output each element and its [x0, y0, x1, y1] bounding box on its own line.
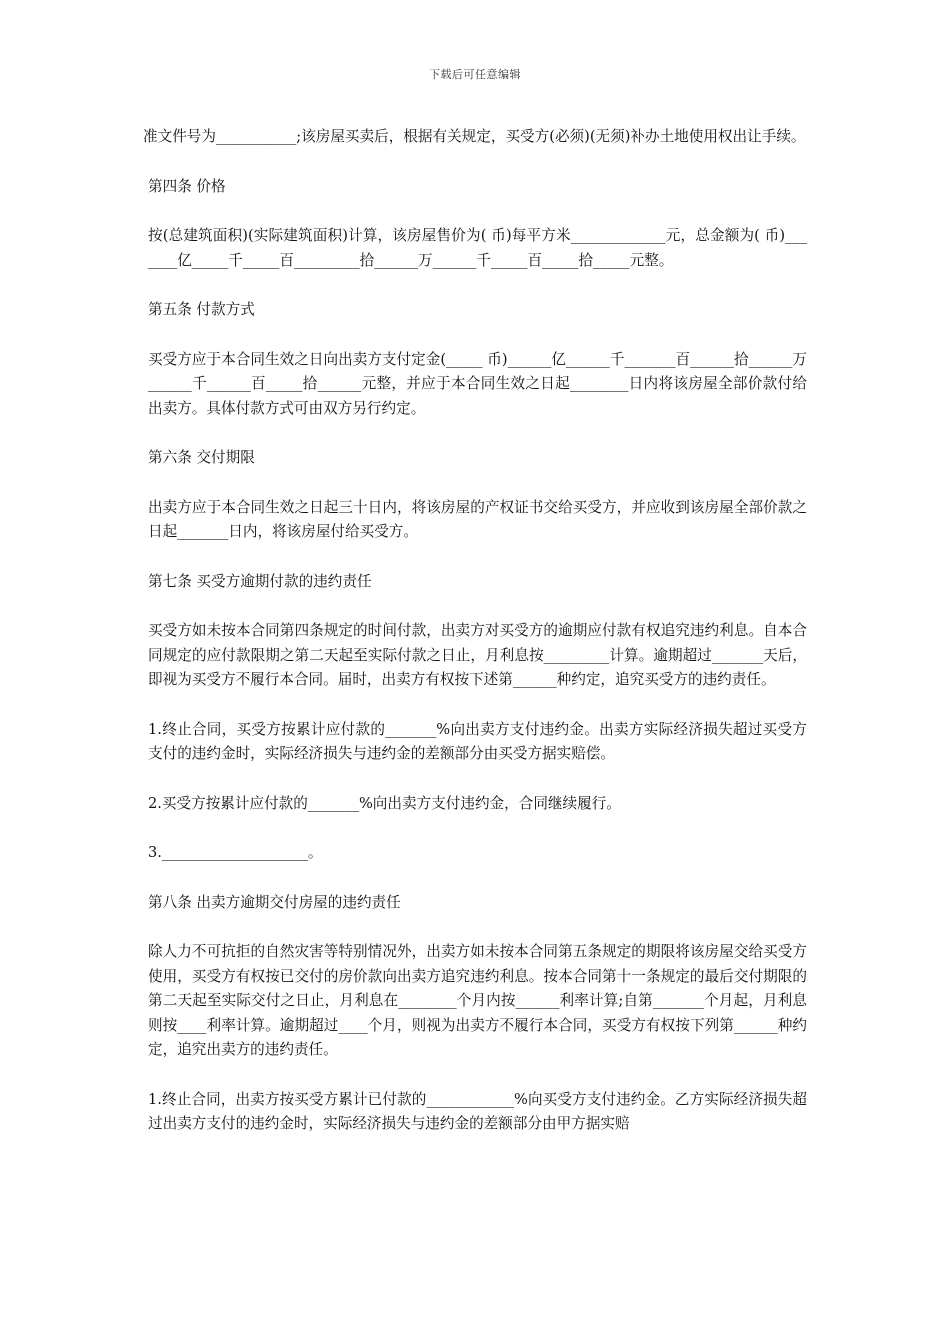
heading-article-6: 第六条 交付期限: [148, 449, 255, 466]
heading-article-4: 第四条 价格: [148, 177, 226, 195]
paragraph-buyer-option-2: 2.买受方按累计应付款的_______%向出卖方支付违约金，合同继续履行。: [148, 794, 621, 812]
header-note: 下载后可任意编辑: [429, 68, 521, 81]
paragraph-payment: 买受方应于本合同生效之日向出卖方支付定金(_____ 币)______亿______千_______百______拾______万______千______百_____拾______元整，并应于本合同生效之日起________日内将该房屋全部价款付给出卖方。具体付款方式可由双方另行约定。: [148, 350, 807, 417]
paragraph-delivery: 出卖方应于本合同生效之日起三十日内，将该房屋的产权证书交给买受方，并应收到该房屋全部价款之日起_______日内，将该房屋付给买受方。: [148, 498, 807, 540]
paragraph-buyer-option-3: 3.____________________。: [148, 844, 323, 861]
paragraph-price: 按(总建筑面积)(实际建筑面积)计算，该房屋售价为( 币)每平方米_____________元，总金额为( 币)_______亿_____千_____百_________拾______万______千_____百_____拾_____元整。: [148, 227, 807, 269]
heading-article-7: 第七条 买受方逾期付款的违约责任: [148, 572, 372, 590]
paragraph-buyer-option-1: 1.终止合同，买受方按累计应付款的_______%向出卖方支付违约金。出卖方实际经济损失超过买受方支付的违约金时，实际经济损失与违约金的差额部分由买受方据实赔偿。: [148, 720, 807, 762]
document-body: [143, 125, 807, 1162]
heading-article-8: 第八条 出卖方逾期交付房屋的违约责任: [148, 893, 401, 911]
paragraph-seller-late-delivery: 除人力不可抗拒的自然灾害等特别情况外，出卖方如未按本合同第五条规定的期限将该房屋交给买受方使用，买受方有权按已交付的房价款向出卖方追究违约利息。按本合同第十一条规定的最后交付期限的第二天起至实际交付之日止，月利息在________个月内按______利率计算;自第_______个月起，月利息则按____利率计算。逾期超过____个月，则视为出卖方不履行本合同，买受方有权按下列第______种约定，追究出卖方的违约责任。: [148, 943, 807, 1058]
paragraph-land-use: 准文件号为___________;该房屋买卖后，根据有关规定，买受方(必须)(无须)补办土地使用权出让手续。: [143, 128, 806, 145]
paragraph-buyer-late-payment: 买受方如未按本合同第四条规定的时间付款，出卖方对买受方的逾期应付款有权追究违约利息。自本合同规定的应付款限期之第二天起至实际付款之日止，月利息按_________计算。逾期超过_______天后，即视为买受方不履行本合同。届时，出卖方有权按下述第______种约定，追究买受方的违约责任。: [148, 622, 807, 688]
heading-article-5: 第五条 付款方式: [148, 301, 255, 318]
paragraph-seller-option-1: 1.终止合同，出卖方按买受方累计已付款的____________%向买受方支付违约金。乙方实际经济损失超过出卖方支付的违约金时，实际经济损失与违约金的差额部分由甲方据实赔: [148, 1090, 807, 1132]
